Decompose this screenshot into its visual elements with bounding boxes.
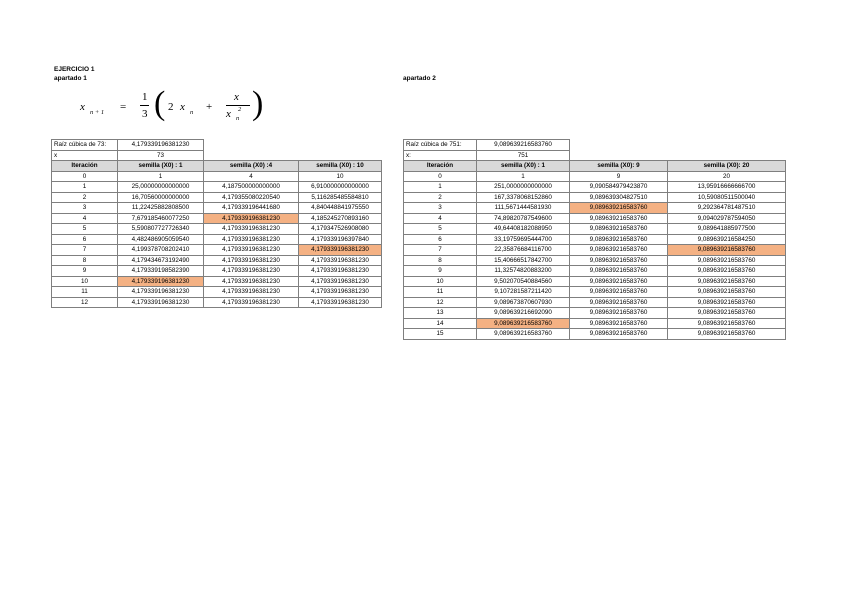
iteration-cell: 11 — [404, 287, 477, 298]
value-cell: 9,089639216583760 — [570, 224, 668, 235]
value-cell: 4,179339196381230 — [299, 297, 382, 308]
value-cell: 4,179339196381230 — [299, 287, 382, 298]
value-cell: 9,089639216583760 — [668, 287, 786, 298]
iteration-cell: 4 — [404, 213, 477, 224]
table-row — [52, 213, 382, 224]
iteration-cell: 10 — [404, 276, 477, 287]
table-row — [404, 308, 786, 319]
formula-lhs: x — [80, 101, 85, 113]
value-cell: 9,089639216583760 — [668, 255, 786, 266]
table-row — [404, 287, 786, 298]
value-cell: 4,179339198582390 — [118, 266, 204, 277]
section-1-label: apartado 1 — [54, 75, 87, 82]
table-cube-root-751 — [403, 139, 786, 340]
value-cell: 4,199378708202410 — [118, 245, 204, 256]
iteration-cell: 0 — [404, 171, 477, 182]
iteration-cell: 1 — [404, 182, 477, 193]
table-row — [52, 297, 382, 308]
formula-two: 2 — [168, 101, 174, 113]
header-seed-2: semilla (X0) :4 — [204, 161, 299, 172]
value-cell: 4,187500000000000 — [204, 182, 299, 193]
value-cell: 49,64408182088950 — [477, 224, 570, 235]
iteration-cell: 8 — [404, 255, 477, 266]
value-cell: 9,089639216583760 — [570, 266, 668, 277]
value-cell: 4,179339196397840 — [299, 234, 382, 245]
value-cell: 5,116285485584810 — [299, 192, 382, 203]
value-cell: 9,089639216583760 — [570, 255, 668, 266]
iteration-cell: 12 — [52, 297, 118, 308]
table-row — [52, 245, 382, 256]
table-row — [52, 203, 382, 214]
table-row — [404, 192, 786, 203]
value-cell: 4,179347526908080 — [299, 224, 382, 235]
value-cell: 9,292364781487510 — [668, 203, 786, 214]
x-label: x: — [404, 150, 477, 161]
table-row — [52, 192, 382, 203]
iteration-cell: 7 — [52, 245, 118, 256]
value-cell: 22,35876684116700 — [477, 245, 570, 256]
formula-one: 1 — [142, 91, 148, 103]
value-cell: 9 — [570, 171, 668, 182]
value-cell: 4,179339196381230 — [299, 276, 382, 287]
value-cell: 74,89820787549600 — [477, 213, 570, 224]
iteration-cell: 3 — [52, 203, 118, 214]
iteration-cell: 5 — [404, 224, 477, 235]
table-row — [404, 318, 786, 329]
value-cell: 9,089639216584250 — [668, 234, 786, 245]
x-value: 73 — [118, 150, 204, 161]
table-row — [404, 224, 786, 235]
root-label: Raíz cúbica de 73: — [52, 140, 118, 151]
value-cell: 9,502070540884560 — [477, 276, 570, 287]
right-paren: ) — [252, 85, 264, 122]
value-cell: 9,089639216583760 — [668, 297, 786, 308]
value-cell: 167,3378068152860 — [477, 192, 570, 203]
table-row — [404, 245, 786, 256]
value-cell: 20 — [668, 171, 786, 182]
root-label: Raíz cúbica de 751: — [404, 140, 477, 151]
value-cell: 9,089639216583760 — [668, 318, 786, 329]
value-cell: 9,089639216583760 — [477, 318, 570, 329]
exercise-title: EJERCICIO 1 — [54, 66, 95, 73]
value-cell: 4,179339196381230 — [204, 255, 299, 266]
table-row — [52, 276, 382, 287]
formula-frac-num: x — [234, 91, 239, 103]
iteration-cell: 1 — [52, 182, 118, 193]
table-row — [404, 213, 786, 224]
value-cell: 9,089639216583760 — [570, 308, 668, 319]
x-value: 751 — [477, 150, 570, 161]
value-cell: 1 — [118, 171, 204, 182]
value-cell: 4,179339196381230 — [204, 276, 299, 287]
value-cell: 9,089639216583760 — [570, 245, 668, 256]
value-cell: 9,089639216583760 — [570, 203, 668, 214]
value-cell: 4,179339196381230 — [118, 276, 204, 287]
value-cell: 13,95916666666700 — [668, 182, 786, 193]
table-row — [404, 234, 786, 245]
value-cell: 4,179339196381230 — [204, 266, 299, 277]
value-cell: 15,40666517842700 — [477, 255, 570, 266]
table-row — [404, 255, 786, 266]
header-iteration: Iteración — [52, 161, 118, 172]
table-cube-root-73 — [51, 139, 382, 308]
value-cell: 10 — [299, 171, 382, 182]
value-cell: 9,089639216583760 — [668, 308, 786, 319]
iteration-cell: 8 — [52, 255, 118, 266]
value-cell: 9,107281587211420 — [477, 287, 570, 298]
formula-frac-den: x — [226, 108, 231, 120]
iteration-cell: 13 — [404, 308, 477, 319]
iteration-cell: 14 — [404, 318, 477, 329]
value-cell: 9,089639216583760 — [570, 213, 668, 224]
value-cell: 33,19759695444700 — [477, 234, 570, 245]
iteration-cell: 5 — [52, 224, 118, 235]
value-cell: 251,0000000000000 — [477, 182, 570, 193]
iteration-cell: 11 — [52, 287, 118, 298]
table-row — [52, 224, 382, 235]
iteration-cell: 2 — [52, 192, 118, 203]
value-cell: 4,179339196381230 — [299, 245, 382, 256]
iteration-cell: 0 — [52, 171, 118, 182]
value-cell: 10,59080511500040 — [668, 192, 786, 203]
value-cell: 4,179339196381230 — [118, 287, 204, 298]
value-cell: 4 — [204, 171, 299, 182]
value-cell: 9,089639216583760 — [570, 276, 668, 287]
formula-plus: + — [206, 101, 213, 113]
value-cell: 9,089639216583760 — [668, 266, 786, 277]
value-cell: 4,179339196381230 — [204, 297, 299, 308]
table-row — [404, 297, 786, 308]
left-paren: ( — [154, 85, 166, 122]
table-row — [404, 182, 786, 193]
value-cell: 9,089639304827510 — [570, 192, 668, 203]
value-cell: 9,089639216583760 — [477, 329, 570, 340]
value-cell: 4,179355080220540 — [204, 192, 299, 203]
table-row — [52, 182, 382, 193]
value-cell: 9,089639216692090 — [477, 308, 570, 319]
value-cell: 9,089641885977500 — [668, 224, 786, 235]
value-cell: 9,089639216583760 — [668, 276, 786, 287]
iteration-cell: 9 — [404, 266, 477, 277]
value-cell: 9,089639216583760 — [570, 329, 668, 340]
value-cell: 4,179339196381230 — [204, 234, 299, 245]
iteration-cell: 3 — [404, 203, 477, 214]
iteration-cell: 2 — [404, 192, 477, 203]
formula-three: 3 — [142, 108, 148, 120]
table-row — [404, 171, 786, 182]
formula-x: x — [180, 101, 185, 113]
table-row — [52, 234, 382, 245]
value-cell: 5,590807727726340 — [118, 224, 204, 235]
newton-formula — [74, 85, 274, 130]
value-cell: 4,185245270893160 — [299, 213, 382, 224]
value-cell: 11,32574820883200 — [477, 266, 570, 277]
value-cell: 25,00000000000000 — [118, 182, 204, 193]
header-seed-3: semilla (X0) : 10 — [299, 161, 382, 172]
value-cell: 4,179339196381230 — [204, 224, 299, 235]
iteration-cell: 6 — [52, 234, 118, 245]
root-value: 9,089639216583760 — [477, 140, 570, 151]
iteration-cell: 6 — [404, 234, 477, 245]
header-seed-2: semilla (X0): 9 — [570, 161, 668, 172]
value-cell: 11,22425882808500 — [118, 203, 204, 214]
value-cell: 7,679185460077250 — [118, 213, 204, 224]
value-cell: 16,70560000000000 — [118, 192, 204, 203]
table-row — [404, 329, 786, 340]
value-cell: 4,482486905059540 — [118, 234, 204, 245]
header-seed-1: semilla (X0) : 1 — [118, 161, 204, 172]
value-cell: 4,179339196441680 — [204, 203, 299, 214]
value-cell: 4,179339196381230 — [204, 245, 299, 256]
iteration-cell: 9 — [52, 266, 118, 277]
value-cell: 4,179339196381230 — [299, 255, 382, 266]
value-cell: 9,089639216583760 — [668, 329, 786, 340]
value-cell: 4,179339196381230 — [204, 287, 299, 298]
value-cell: 111,5671444581930 — [477, 203, 570, 214]
value-cell: 1 — [477, 171, 570, 182]
value-cell: 4,179339196381230 — [204, 213, 299, 224]
iteration-cell: 4 — [52, 213, 118, 224]
iteration-cell: 15 — [404, 329, 477, 340]
value-cell: 9,089639216583760 — [570, 234, 668, 245]
value-cell: 4,179339196381230 — [299, 266, 382, 277]
value-cell: 4,179434673192490 — [118, 255, 204, 266]
table-row — [52, 255, 382, 266]
formula-sub-n: n — [190, 109, 194, 116]
value-cell: 9,089673870607930 — [477, 297, 570, 308]
iteration-cell: 12 — [404, 297, 477, 308]
value-cell: 6,910000000000000 — [299, 182, 382, 193]
table-row — [52, 266, 382, 277]
formula-equals: = — [120, 101, 127, 113]
value-cell: 4,840448841975550 — [299, 203, 382, 214]
table-row — [52, 171, 382, 182]
value-cell: 9,089639216583760 — [570, 287, 668, 298]
fraction-bar-1-3 — [140, 105, 149, 106]
table-row — [404, 203, 786, 214]
table-row — [52, 287, 382, 298]
value-cell: 9,089639216583760 — [570, 297, 668, 308]
value-cell: 9,089639216583760 — [570, 318, 668, 329]
value-cell: 9,089639216583760 — [668, 245, 786, 256]
table-row — [404, 276, 786, 287]
header-seed-3: semilla (X0): 20 — [668, 161, 786, 172]
formula-den-sub-n: n — [236, 115, 240, 122]
x-label: x — [52, 150, 118, 161]
value-cell: 9,094029787594050 — [668, 213, 786, 224]
value-cell: 4,179339196381230 — [118, 297, 204, 308]
iteration-cell: 10 — [52, 276, 118, 287]
header-seed-1: semilla (X0) : 1 — [477, 161, 570, 172]
header-iteration: Iteración — [404, 161, 477, 172]
root-value: 4,179339196381230 — [118, 140, 204, 151]
formula-lhs-subscript: n + 1 — [90, 109, 105, 116]
value-cell: 9,090584979423870 — [570, 182, 668, 193]
table-row — [404, 266, 786, 277]
section-2-label: apartado 2 — [403, 75, 436, 82]
formula-square: 2 — [238, 106, 242, 113]
iteration-cell: 7 — [404, 245, 477, 256]
